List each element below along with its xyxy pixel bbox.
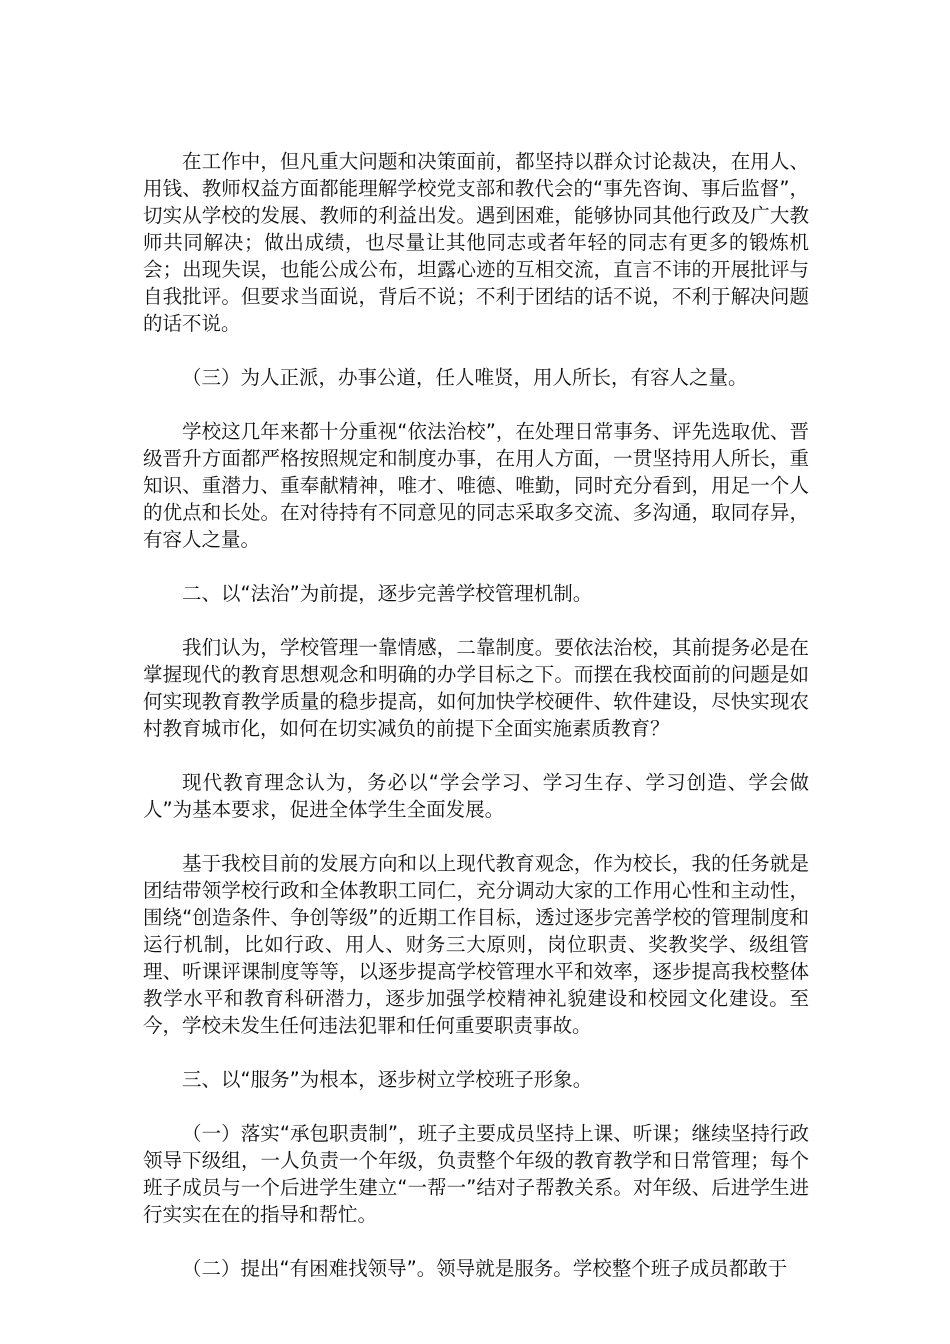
paragraph-responsibility-system: （一）落实“承包职责制”，班子主要成员坚持上课、听课；继续坚持行政领导下级组，一人负责一个年级，负责整个年级的教育教学和日常管理；每个班子成员与一个后进学生建立“一帮一”结对子帮教关系。对年级、后进学生进行实实在在的指导和帮忙。 (143, 1122, 809, 1226)
section-heading-three: 三、以“服务”为根本，逐步树立学校班子形象。 (182, 1068, 593, 1091)
paragraph-find-leaders: （二）提出“有困难找领导”。领导就是服务。学校整个班子成员都敢于 (182, 1257, 788, 1280)
section-heading-3: （三）为人正派，办事公道，任人唯贤，用人所长，有容人之量。 (182, 366, 748, 389)
document-body (143, 148, 809, 1309)
paragraph-modern-education: 现代教育理念认为，务必以“学会学习、学习生存、学习创造、学会做人”为基本要求，促进全体学生全面发展。 (143, 771, 809, 821)
paragraph-rule-of-law-school: 学校这几年来都十分重视“依法治校”，在处理日常事务、评先选取优、晋级晋升方面都严格按照规定和制度办事，在用人方面，一贯坚持用人所长，重知识、重潜力、重奉献精神，唯才、唯德、唯勤，同时充分看到，用足一个人的优点和长处。在对待持有不同意见的同志采取多交流、多沟通，取同存异，有容人之量。 (143, 420, 809, 551)
paragraph-management-approach: 我们认为，学校管理一靠情感，二靠制度。要依法治校，其前提务必是在掌握现代的教育思想观念和明确的办学目标之下。而摆在我校面前的问题是如何实现教育教学质量的稳步提高，如何加快学校硬件、软件建设，尽快实现农村教育城市化，如何在切实减负的前提下全面实施素质教育？ (143, 636, 809, 740)
paragraph-work-decisions: 在工作中，但凡重大问题和决策面前，都坚持以群众讨论裁决，在用人、用钱、教师权益方面都能理解学校党支部和教代会的“事先咨询、事后监督”，切实从学校的发展、教师的利益出发。遇到困难，能够协同其他行政及广大教师共同解决；做出成绩，也尽量让其他同志或者年轻的同志有更多的锻炼机会；出现失误，也能公成公布，坦露心迹的互相交流，直言不讳的开展批评与自我批评。但要求当面说，背后不说；不利于团结的话不说，不利于解决问题的话不说。 (143, 150, 809, 335)
paragraph-principal-tasks: 基于我校目前的发展方向和以上现代教育观念，作为校长，我的任务就是团结带领学校行政和全体教职工同仁，充分调动大家的工作用心性和主动性，围绕“创造条件、争创等级”的近期工作目标，透过逐步完善学校的管理制度和运行机制，比如行政、用人、财务三大原则，岗位职责、奖教奖学、级组管理、听课评课制度等等，以逐步提高学校管理水平和效率，逐步提高我校整体教学水平和教育科研潜力，逐步加强学校精神礼貌建设和校园文化建设。至今，学校未发生任何违法犯罪和任何重要职责事故。 (143, 852, 809, 1037)
section-heading-two: 二、以“法治”为前提，逐步完善学校管理机制。 (182, 582, 593, 605)
